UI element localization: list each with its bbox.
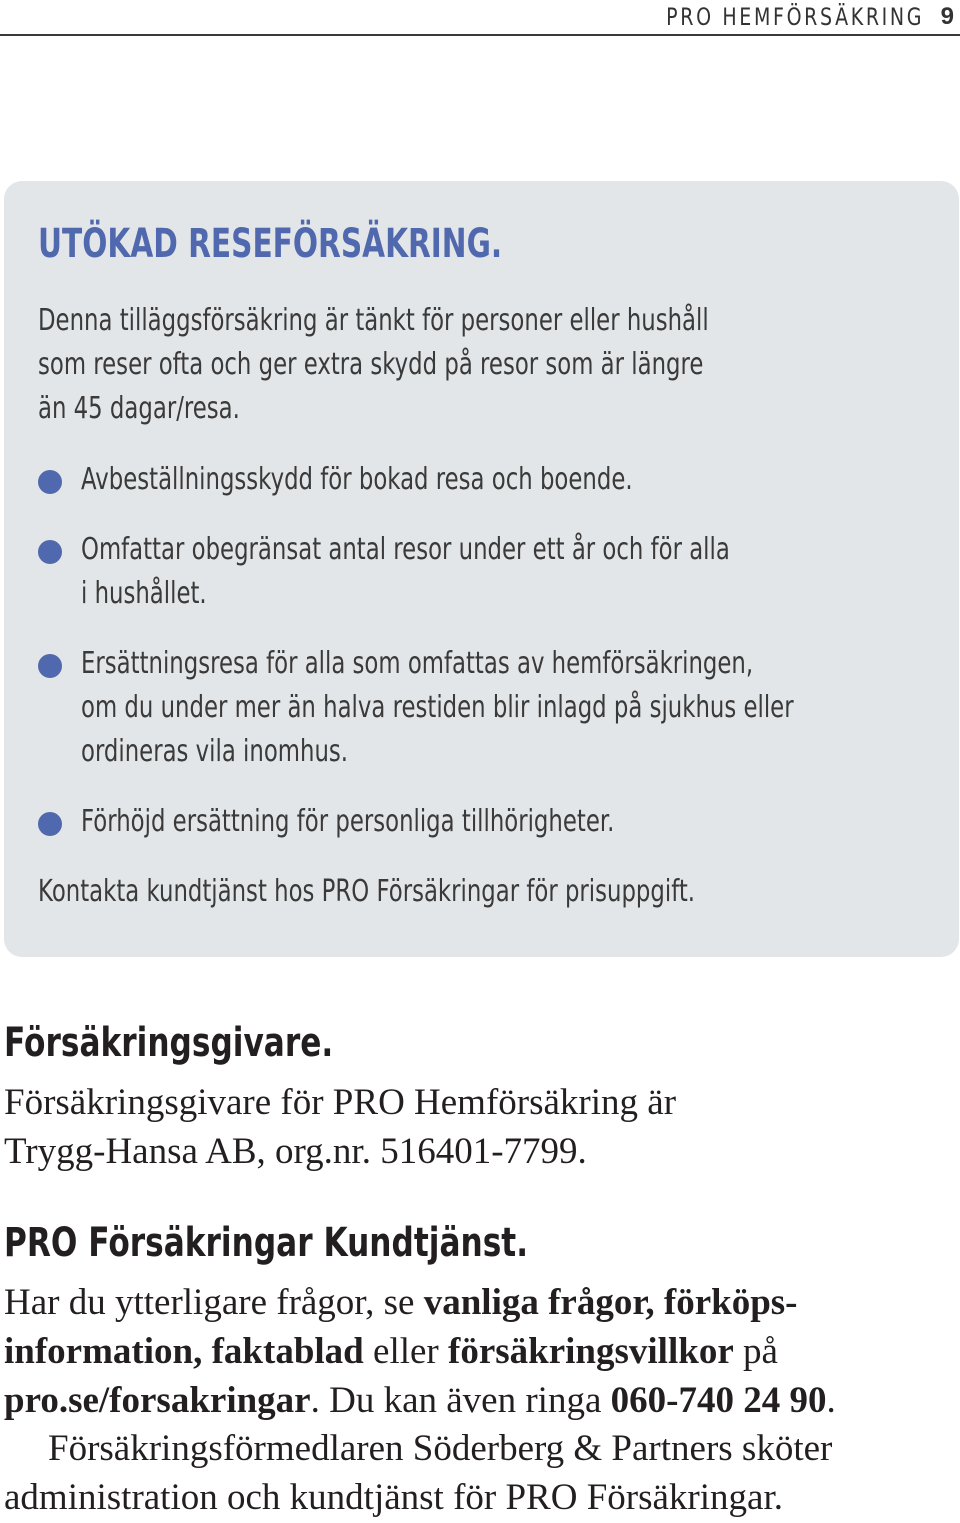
insurer-heading: Försäkringsgivare. <box>4 1020 334 1066</box>
support-text: eller <box>373 1331 448 1372</box>
support-text: . <box>826 1380 836 1421</box>
bullet-dot-icon <box>38 812 62 836</box>
support-text: Har du ytterligare frågor, se <box>4 1282 424 1323</box>
extended-travel-insurance-box <box>4 181 959 957</box>
support-line-5: administration och kundtjänst för PRO Försäkringar. <box>4 1477 783 1518</box>
bullet-text: Omfattar obegränsat antal resor under ett år och för alla i hushållet. <box>81 532 730 611</box>
support-text: på <box>733 1331 778 1372</box>
bullet-text: Förhöjd ersättning för personliga tillhörigheter. <box>81 804 615 839</box>
factsheet-link-text: information, faktablad <box>4 1331 374 1372</box>
bullet-text: Avbeställningsskydd för bokad resa och boende. <box>81 462 633 497</box>
box-contact-text: Kontakta kundtjänst hos PRO Försäkringar för prisuppgift. <box>38 874 696 909</box>
support-line-4: Försäkringsförmedlaren Söderberg & Partners sköter <box>48 1428 833 1469</box>
phone-number[interactable]: 060-740 24 90 <box>610 1380 827 1421</box>
support-text: . Du kan även ringa <box>310 1380 611 1421</box>
support-line-2 <box>4 1327 778 1376</box>
header-title: PRO HEMFÖRSÄKRING <box>666 3 924 31</box>
bullet-text: Ersättningsresa för alla som omfattas av hemförsäkringen, om du under mer än halva restiden blir inlagd på sjukhus eller ordineras vila inomhus. <box>81 646 794 769</box>
insurer-line-2: Trygg-Hansa AB, org.nr. 516401-7799. <box>4 1131 587 1172</box>
bullet-dot-icon <box>38 540 62 564</box>
box-heading: UTÖKAD RESEFÖRSÄKRING. <box>38 221 503 267</box>
insurer-line-1: Försäkringsgivare för PRO Hemförsäkring är <box>4 1082 677 1123</box>
page-number: 9 <box>940 3 954 30</box>
bullet-dot-icon <box>38 470 62 494</box>
support-line-1 <box>4 1278 798 1327</box>
website-link[interactable]: pro.se/forsakringar <box>4 1380 311 1421</box>
support-line-3 <box>4 1376 836 1425</box>
box-intro: Denna tilläggsförsäkring är tänkt för personer eller hushåll som reser ofta och ger extra skydd på resor som är längre än 45 dagar/resa. <box>38 303 709 426</box>
page-header <box>0 0 960 36</box>
faq-link-text: vanliga frågor, förköps- <box>423 1282 798 1323</box>
support-heading: PRO Försäkringar Kundtjänst. <box>4 1220 529 1266</box>
terms-link-text: försäkringsvillkor <box>448 1331 734 1372</box>
bullet-dot-icon <box>38 654 62 678</box>
